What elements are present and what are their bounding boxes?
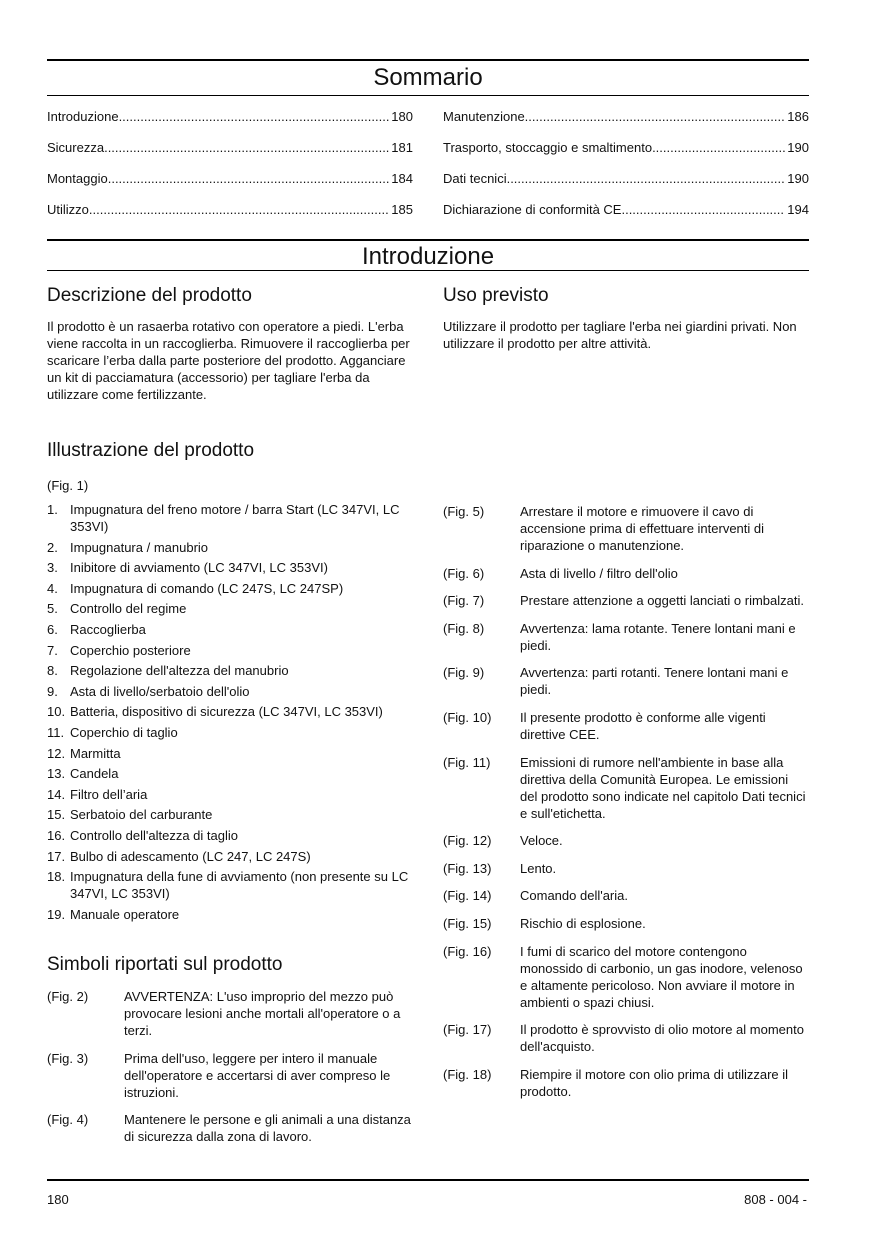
toc-entry[interactable]: Dati tecnici ..... 190: [443, 171, 809, 202]
summary-title-rule: [47, 95, 809, 96]
toc-entry[interactable]: Introduzione ..... 180: [47, 109, 413, 140]
toc-right-column: [443, 109, 809, 233]
toc-entry[interactable]: Utilizzo ..... 185: [47, 202, 413, 233]
product-description-heading: Descrizione del prodotto: [47, 285, 252, 306]
symbol-item: (Fig. 5) Arrestare il motore e rimuovere il cavo di accensione prima di effettuare interventi di riparazione o manutenzione.: [443, 504, 765, 553]
summary-title: Sommario: [373, 64, 483, 91]
symbol-item: (Fig. 18) Riempire il motore con olio prima di utilizzare il prodotto.: [443, 1066, 789, 1099]
intended-use-text: Utilizzare il prodotto per tagliare l'erba nei giardini privati. Non utilizzare il prodotto per altre attività.: [443, 319, 797, 351]
list-item: 19. Manuale operatore: [47, 906, 180, 922]
list-item: 2. Impugnatura / manubrio: [47, 539, 209, 555]
product-illustration-heading: Illustrazione del prodotto: [47, 440, 255, 461]
symbol-item: (Fig. 12) Veloce.: [443, 833, 563, 849]
list-item: 8. Regolazione dell'altezza del manubrio: [47, 663, 289, 679]
symbol-item: (Fig. 4) Mantenere le persone e gli animali a una distanza di sicurezza dalla zona di lavoro.: [47, 1112, 411, 1145]
intro-title: Introduzione: [361, 243, 495, 270]
symbols-heading: Simboli riportati sul prodotto: [47, 954, 283, 975]
symbol-item: (Fig. 7) Prestare attenzione a oggetti lanciati o rimbalzati.: [443, 593, 804, 609]
list-item: 16. Controllo dell'altezza di taglio: [47, 827, 238, 843]
symbols-list-left: [47, 988, 413, 1156]
symbol-item: (Fig. 10) Il presente prodotto è conforme alle vigenti direttive CEE.: [443, 709, 766, 742]
symbols-list-right: [443, 503, 809, 1110]
toc-entry[interactable]: Sicurezza ..... 181: [47, 140, 413, 171]
symbol-item: (Fig. 16) I fumi di scarico del motore contengono monossido di carbonio, un gas inodore, velenoso e altamente pericoloso. Non avviare il motore in ambienti o spazi chiusi.: [443, 943, 803, 1010]
symbol-item: (Fig. 15) Rischio di esplosione.: [443, 915, 646, 931]
toc-entry[interactable]: Montaggio ..... 184: [47, 171, 413, 202]
list-item: 13. Candela: [47, 766, 119, 782]
list-item: 18. Impugnatura della fune di avviamento (non presente su LC 347VI, LC 353VI): [47, 869, 409, 902]
symbol-item: (Fig. 2) AVVERTENZA: L'uso improprio del mezzo può provocare lesioni anche mortali all'operatore o a terzi.: [47, 989, 401, 1038]
product-illustration-fig-ref: (Fig. 1): [47, 478, 89, 493]
intro-top-rule: [47, 239, 809, 241]
toc-entry[interactable]: Manutenzione ..... 186: [443, 109, 809, 140]
list-item: 17. Bulbo di adescamento (LC 247, LC 247S): [47, 848, 311, 864]
list-item: 5. Controllo del regime: [47, 601, 187, 617]
summary-top-rule: [47, 59, 809, 61]
list-item: 11. Coperchio di taglio: [47, 724, 178, 740]
symbol-item: (Fig. 17) Il prodotto è sprovvisto di olio motore al momento dell'acquisto.: [443, 1022, 804, 1055]
list-item: 9. Asta di livello/serbatoio dell'olio: [47, 683, 250, 699]
toc-entry[interactable]: Dichiarazione di conformità CE ..... 194: [443, 202, 809, 233]
symbol-item: (Fig. 6) Asta di livello / filtro dell'olio: [443, 565, 678, 581]
symbol-item: (Fig. 3) Prima dell'uso, leggere per intero il manuale dell'operatore e accertarsi di aver compreso le istruzioni.: [47, 1050, 391, 1100]
list-item: 14. Filtro dell’aria: [47, 786, 148, 802]
intended-use-heading: Uso previsto: [443, 285, 549, 306]
toc-left-column: [47, 109, 413, 233]
symbol-item: (Fig. 8) Avvertenza: lama rotante. Tenere lontani mani e piedi.: [443, 620, 796, 653]
page-number: 180: [47, 1192, 69, 1207]
product-parts-list: [47, 501, 417, 926]
symbol-item: (Fig. 11) Emissioni di rumore nell'ambiente in base alla direttiva della Comunità Europea. Le emissioni del prodotto sono indicate nel capitolo Dati tecnici e sull'etichetta.: [443, 754, 806, 821]
list-item: 15. Serbatoio del carburante: [47, 807, 213, 823]
toc-entry[interactable]: Trasporto, stoccaggio e smaltimento ..... 190: [443, 140, 809, 171]
list-item: 3. Inibitore di avviamento (LC 347VI, LC 353VI): [47, 560, 328, 576]
product-description-text: Il prodotto è un rasaerba rotativo con operatore a piedi. L'erba viene raccolta in un raccoglierba. Rimuovere il raccoglierba per scaricare l’erba dalla parte posteriore del prodotto. Agganciare un kit di pacciamatura (accessorio) per tagliare l'erba da utilizzare come fertilizzante.: [47, 319, 410, 402]
list-item: 6. Raccoglierba: [47, 621, 146, 637]
symbol-item: (Fig. 14) Comando dell'aria.: [443, 888, 628, 904]
list-item: 4. Impugnatura di comando (LC 247S, LC 247SP): [47, 580, 344, 596]
list-item: 12. Marmitta: [47, 745, 121, 761]
symbol-item: (Fig. 13) Lento.: [443, 860, 557, 876]
list-item: 1. Impugnatura del freno motore / barra Start (LC 347VI, LC 353VI): [47, 502, 400, 534]
list-item: 10. Batteria, dispositivo di sicurezza (LC 347VI, LC 353VI): [47, 704, 383, 720]
doc-code: 808 - 004 -: [744, 1192, 807, 1207]
footer-rule: [47, 1179, 809, 1181]
intro-title-rule: [47, 270, 809, 271]
list-item: 7. Coperchio posteriore: [47, 642, 191, 658]
symbol-item: (Fig. 9) Avvertenza: parti rotanti. Tenere lontani mani e piedi.: [443, 665, 789, 698]
